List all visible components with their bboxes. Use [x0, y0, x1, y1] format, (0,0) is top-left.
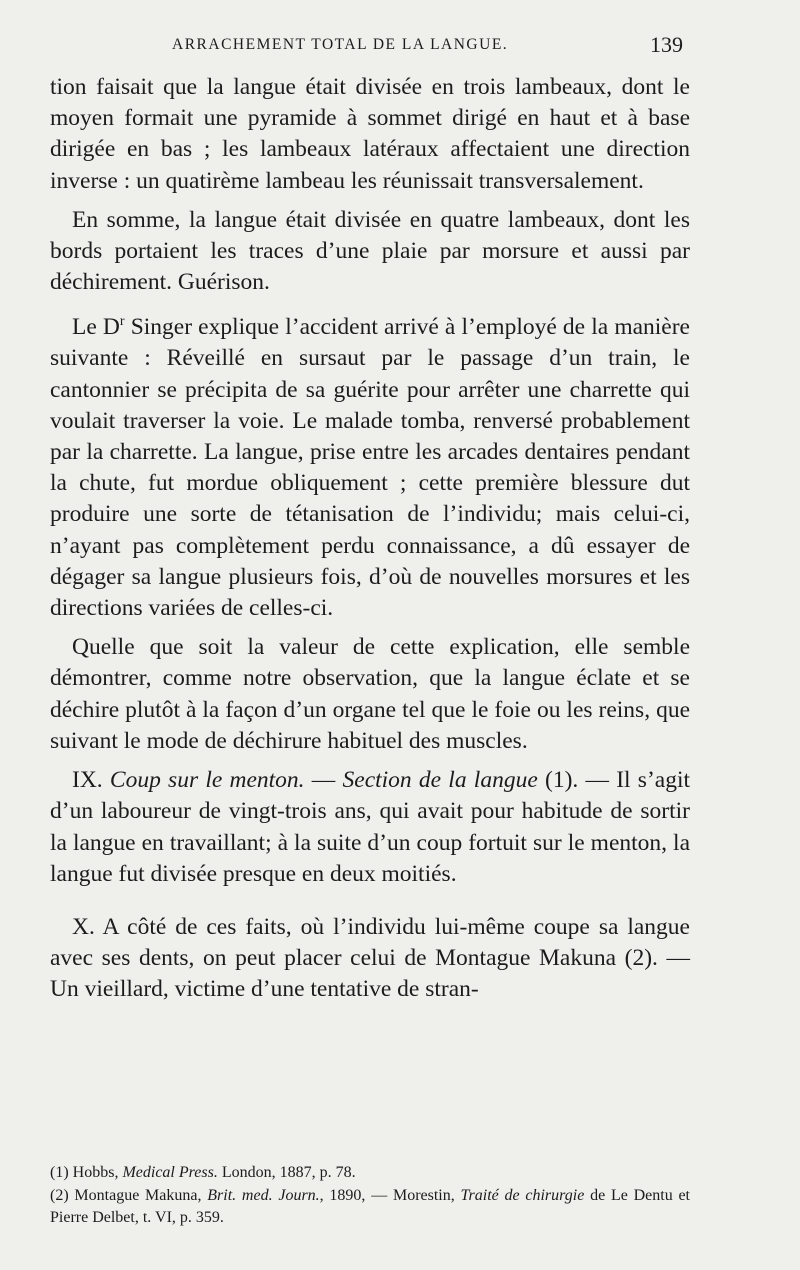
paragraph-observation-ix — [50, 765, 690, 890]
observation-title-1: Coup sur le menton. — [109, 767, 305, 794]
footnote-2 — [50, 1185, 690, 1230]
paragraph-observation-x — [50, 912, 690, 1006]
footnote-text-end: de Le Dentu et Pierre Delbet, t. VI, p. 359. — [50, 1186, 691, 1226]
footnote-italic-2: Traité de chirurgie — [460, 1186, 585, 1204]
paragraph-en-somme — [50, 205, 690, 299]
observation-numeral: IX. — [72, 767, 110, 794]
footnote-text: Montague Makuna, — [74, 1186, 208, 1204]
paragraph-singer — [50, 306, 690, 624]
footnote-text-end: London, 1887, p. 78. — [217, 1164, 356, 1181]
footnote-marker: (2) — [50, 1186, 75, 1204]
footnote-marker: (1) — [50, 1164, 73, 1181]
footnote-italic: Brit. med. Journ. — [207, 1186, 320, 1204]
body-text — [50, 72, 690, 1006]
footnote-italic: Medical Press. — [122, 1164, 218, 1181]
superscript: r — [119, 314, 125, 330]
page-number: 139 — [650, 32, 683, 57]
paragraph-text: Quelle que soit la valeur de cette explication, elle semble démontrer, comme notre observation, que la langue éclate et se déchire plutôt à la façon d’un organe tel que le foie ou les reins, que suivant le mode de déchirure habituel des muscles. — [50, 634, 690, 754]
paragraph-text: Il s’agit d’un laboureur de vingt-trois ans, qui avait pour habitude de sortir la langue en travaillant; à la suite d’un coup fortuit sur le menton, la langue fut divisée presque en deux moitiés. — [50, 767, 691, 887]
paragraph-text-lead: Le D — [72, 314, 120, 341]
paragraph-text: En somme, la langue était divisée en quatre lambeaux, dont les bords portaient les traces d’une plaie par morsure et aussi par déchirement. Guérison. — [50, 206, 690, 296]
running-title: ARRACHEMENT TOTAL DE LA LANGUE. — [172, 36, 509, 53]
paragraph-text: tion faisait que la langue était divisée en trois lambeaux, dont le moyen formait une pyramide à sommet dirigé en haut et à base dirigée en bas ; les lambeaux latéraux affectaient une direction inverse : un quatirème lambeau les réunissait transversalement. — [50, 74, 690, 194]
footnote-text-mid: , 1890, — Morestin, — [319, 1186, 461, 1204]
paragraph-quelle-que — [50, 632, 690, 757]
observation-title-2: Section de la langue — [342, 767, 538, 794]
footnote-text: Hobbs, — [72, 1164, 123, 1181]
paragraph-text: X. A côté de ces faits, où l’individu lui-même coupe sa langue avec ses dents, on peut placer celui de Montague Makuna (2). — Un vieillard, victime d’une tentative de stran- — [50, 913, 690, 1003]
observation-dash: — — [304, 767, 343, 794]
paragraph-continuation — [50, 72, 690, 197]
paragraph-text: Singer explique l’accident arrivé à l’employé de la manière suivante : Réveillé en sursaut par le passage d’un train, le cantonnier se précipita de sa guérite pour arrêter une charrette qui voulait traverser la voie. Le malade tomba, renversé probablement par la charrette. La langue, prise entre les arcades dentaires pendant la chute, fut mordue obliquement ; cette première blessure dut produire une sorte de tétanisation de l’individu; mais celui-ci, n’ayant pas complètement perdu connaissance, a dû essayer de dégager sa langue plusieurs fois, d’où de nouvelles morsures et les directions variées de celles-ci. — [50, 314, 690, 622]
footnotes — [50, 1162, 690, 1230]
footnote-ref: (1). — — [537, 767, 617, 794]
footnote-1 — [50, 1162, 690, 1185]
